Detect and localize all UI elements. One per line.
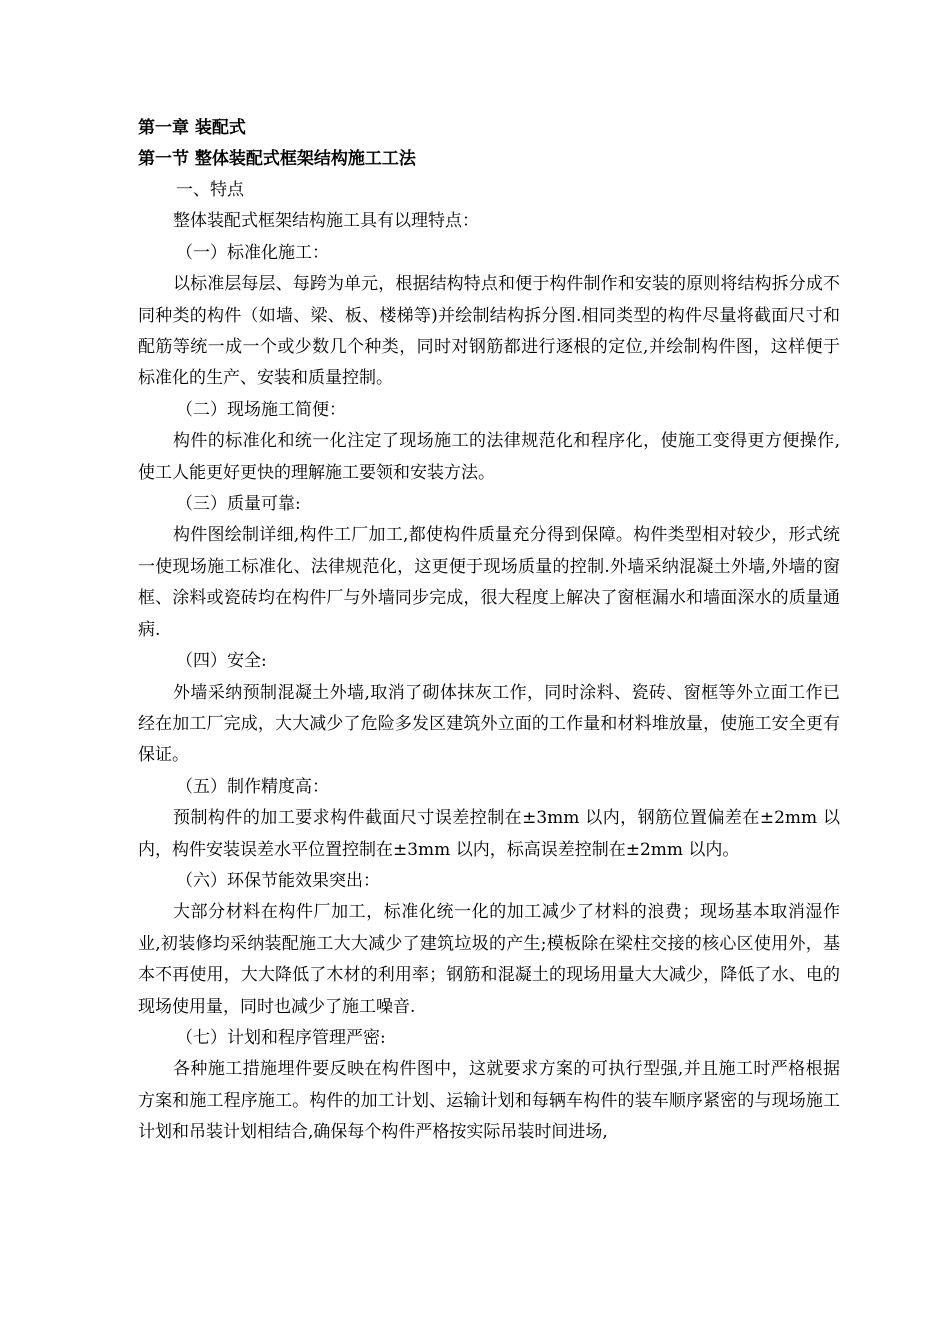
heading-safety: （四）安全: (176, 651, 267, 672)
paragraph-safety: 外墙采纳预制混凝土外墙,取消了砌体抹灰工作，同时涂料、瓷砖、窗框等外立面工作已经在加工厂完成，大大减少了危险多发区建筑外立面的工作量和材料堆放量，使施工安全更有保证。 (138, 682, 840, 766)
heading-strict-planning: （七）计划和程序管理严密: (176, 1027, 386, 1048)
heading-reliable-quality: （三）质量可靠: (176, 494, 301, 515)
paragraph-simple-onsite-construction: 构件的标准化和统一化注定了现场施工的法律规范化和程序化，使施工变得更方便操作,使工人能更好更快的理解施工要领和安装方法。 (138, 431, 840, 483)
paragraph-environmental-efficiency: 大部分材料在构件厂加工，标准化统一化的加工减少了材料的浪费；现场基本取消湿作业,初装修均采纳装配施工大大减少了建筑垃圾的产生;模板除在梁柱交接的核心区使用外，基本不再使用，大大降低了木材的利用率；钢筋和混凝土的现场用量大大减少，降低了水、电的现场使用量，同时也减少了施工噪音. (138, 902, 840, 1017)
heading-features: 一、特点 (176, 180, 244, 200)
paragraph-high-precision: 预制构件的加工要求构件截面尺寸误差控制在±3mm 以内，钢筋位置偏差在±2mm 以内，构件安装误差水平位置控制在±3mm 以内，标高误差控制在±2mm 以内。 (138, 808, 840, 860)
heading-high-precision: （五）制作精度高： (176, 776, 329, 797)
heading-environmental-efficiency: （六）环保节能效果突出： (176, 870, 380, 891)
document-page (138, 113, 840, 1149)
paragraph-strict-planning: 各种施工措施埋件要反映在构件图中，这就要求方案的可执行型强,并且施工时严格根据方案和施工程序施工。构件的加工计划、运输计划和每辆车构件的装车顺序紧密的与现场施工计划和吊装计划相结合,确保每个构件严格按实际吊装时间进场, (138, 1059, 840, 1143)
paragraph-reliable-quality: 构件图绘制详细,构件工厂加工,都使构件质量充分得到保障。构件类型相对较少，形式统一使现场施工标准化、法律规范化，这更便于现场质量的控制.外墙采纳混凝土外墙,外墙的窗框、涂料或瓷砖均在构件厂与外墙同步完成，很大程度上解决了窗框漏水和墙面深水的质量通病. (138, 525, 840, 640)
chapter-title: 第一章 装配式 (138, 118, 246, 138)
heading-simple-onsite-construction: （二）现场施工简便： (176, 399, 346, 420)
section-title: 第一节 整体装配式框架结构施工工法 (138, 149, 416, 169)
paragraph-intro: 整体装配式框架结构施工具有以理特点： (173, 211, 479, 232)
paragraph-standardized-construction: 以标准层每层、每跨为单元，根据结构特点和便于构件制作和安装的原则将结构拆分成不同种类的构件（如墙、梁、板、楼梯等)并绘制结构拆分图.相同类型的构件尽量将截面尺寸和配筋等统一成一个或少数几个种类，同时对钢筋都进行逐根的定位,并绘制构件图，这样便于标准化的生产、安装和质量控制。 (138, 274, 840, 389)
heading-standardized-construction: （一）标准化施工： (176, 242, 329, 263)
